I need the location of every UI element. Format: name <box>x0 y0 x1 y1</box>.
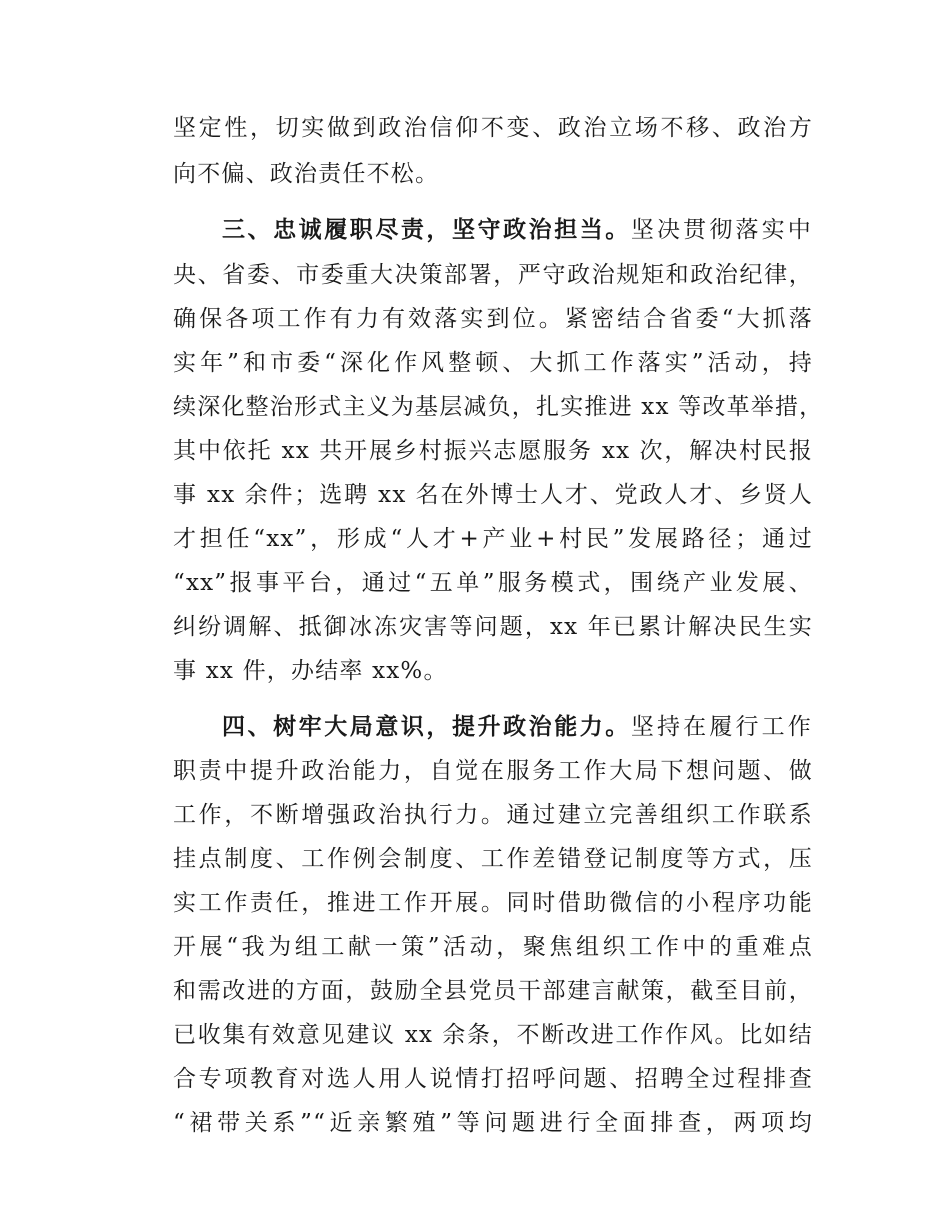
paragraph-line <box>173 1059 813 1099</box>
text-span: 坚持在履行工作 <box>630 714 812 740</box>
paragraph-line <box>173 607 813 647</box>
paragraph-line <box>173 387 824 427</box>
paragraph-line <box>222 210 812 250</box>
text-span: 实工作责任，推进工作开展。同时借助微信的小程序功能 <box>173 890 813 916</box>
paragraph-line <box>173 299 813 339</box>
text-span: 其中依托 xx 共开展乡村振兴志愿服务 xx 次，解决村民报 <box>173 438 813 464</box>
text-span: 事 xx 件，办结率 xx%。 <box>173 658 448 684</box>
paragraph-line <box>173 927 813 967</box>
paragraph-line <box>173 971 813 1011</box>
text-span: 坚决贯彻落实中 <box>630 217 812 243</box>
paragraph-line <box>173 563 813 603</box>
paragraph-line <box>222 707 812 747</box>
text-span: 才担任“xx”，形成“人才+产业+村民”发展路径；通过 <box>173 526 813 552</box>
text-span: 已收集有效意见建议 xx 余条，不断改进工作作风。比如结 <box>173 1022 813 1048</box>
text-span: 挂点制度、工作例会制度、工作差错登记制度等方式，压 <box>173 846 813 872</box>
text-span: 续深化整治形式主义为基层减负，扎实推进 xx 等改革举措， <box>173 394 824 420</box>
section-heading: 三、忠诚履职尽责，坚守政治担当。 <box>222 217 631 243</box>
paragraph-line <box>173 108 813 148</box>
text-span: 纠纷调解、抵御冰冻灾害等问题，xx 年已累计解决民生实 <box>173 614 813 640</box>
text-span: 开展“我为组工献一策”活动，聚焦组织工作中的重难点 <box>173 934 813 960</box>
paragraph-line <box>173 475 813 515</box>
paragraph-line <box>173 343 813 383</box>
paragraph-line <box>173 431 813 471</box>
text-span: 事 xx 余件；选聘 xx 名在外博士人才、党政人才、乡贤人 <box>173 482 813 508</box>
section-heading: 四、树牢大局意识，提升政治能力。 <box>222 714 631 740</box>
text-span: 央、省委、市委重大决策部署，严守政治规矩和政治纪律， <box>173 262 813 288</box>
text-span: 向不偏、政治责任不松。 <box>173 161 440 187</box>
paragraph-line <box>173 651 813 691</box>
text-span: 合专项教育对选人用人说情打招呼问题、招聘全过程排查 <box>173 1066 813 1092</box>
text-span: 实年”和市委“深化作风整顿、大抓工作落实”活动，持 <box>173 350 813 376</box>
text-span: 坚定性，切实做到政治信仰不变、政治立场不移、政治方 <box>173 115 813 141</box>
paragraph-line <box>173 1015 813 1055</box>
text-span: 确保各项工作有力有效落实到位。紧密结合省委“大抓落 <box>173 306 813 332</box>
paragraph-line <box>173 883 813 923</box>
text-span: 工作，不断增强政治执行力。通过建立完善组织工作联系 <box>173 802 813 828</box>
paragraph-line <box>173 255 813 295</box>
text-span: “裙带关系”“近亲繁殖”等问题进行全面排查，两项均 <box>173 1110 813 1136</box>
paragraph-line <box>173 795 813 835</box>
paragraph-line <box>173 1103 813 1143</box>
text-span: “xx”报事平台，通过“五单”服务模式，围绕产业发展、 <box>173 570 813 596</box>
paragraph-line <box>173 751 813 791</box>
paragraph-line <box>173 519 813 559</box>
paragraph-line <box>173 154 813 194</box>
text-span: 职责中提升政治能力，自觉在服务工作大局下想问题、做 <box>173 758 813 784</box>
text-span: 和需改进的方面，鼓励全县党员干部建言献策，截至目前， <box>173 978 813 1004</box>
paragraph-line <box>173 839 813 879</box>
